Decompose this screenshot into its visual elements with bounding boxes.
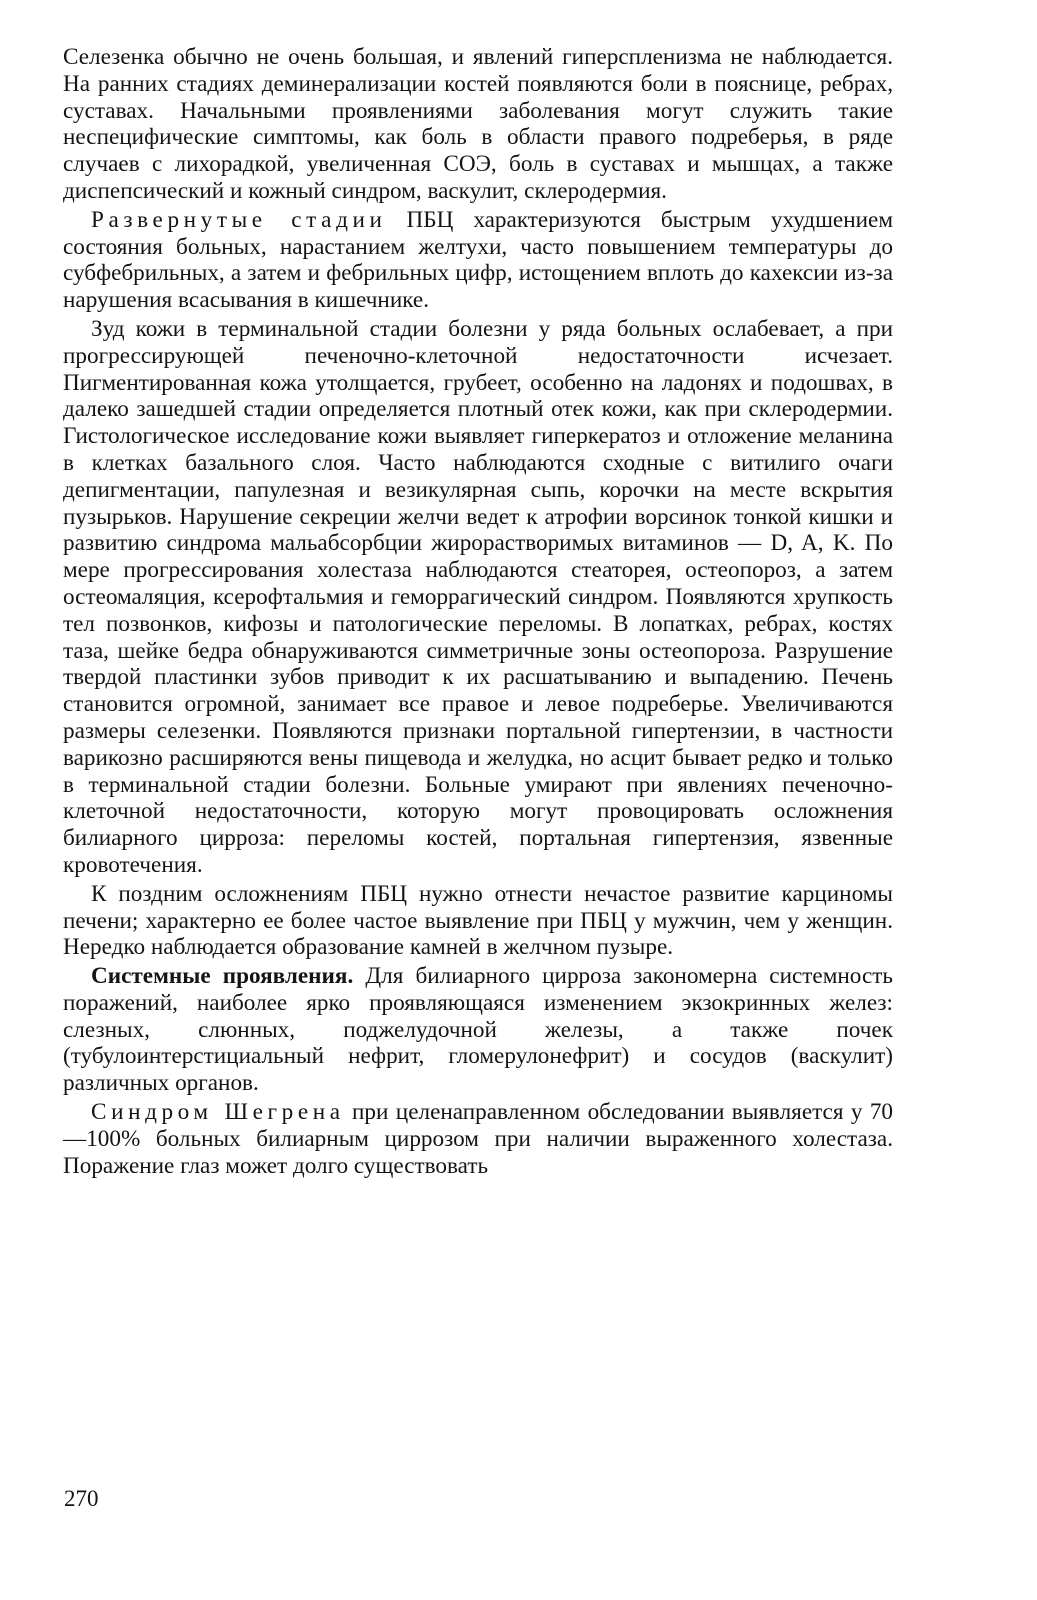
- paragraph-1: [63, 44, 893, 205]
- paragraph-5: [63, 963, 893, 1097]
- paragraph-5-text: Для билиарного цирроза закономерна системность поражений, наиболее ярко проявляющаяся изменением экзокринных желез: слезных, слюнных, поджелудочной железы, а также почек (тубулоинтерстициальный нефрит, гломерулонефрит) и сосудов (васкулит) различных органов.: [63, 963, 893, 1097]
- paragraph-6-text: при целенаправленном обследовании выявляется у 70—100% больных билиарным циррозом при наличии выраженного холестаза. Поражение глаз может долго существовать: [63, 1099, 894, 1179]
- paragraph-4-text: К поздним осложнениям ПБЦ нужно отнести нечастое развитие карциномы печени; характерно ее более частое выявление при ПБЦ у мужчин, чем у женщин. Нередко наблюдается образование камней в желчном пузыре.: [63, 880, 893, 961]
- paragraph-6: [63, 1099, 893, 1179]
- paragraph-2-lead: Развернутые стадии: [91, 206, 387, 233]
- page-number: 270: [64, 1486, 99, 1511]
- paragraph-3-text: Зуд кожи в терминальной стадии болезни у ряда больных ослабевает, а при прогрессирующей печеночно-клеточной недостаточности исчезает. Пигментированная кожа утолщается, грубеет, особенно на ладонях и подошвах, в далеко зашедшей стадии определяется плотный отек кожи, как при склеродермии. Гистологическое исследование кожи выявляет гиперкератоз и отложение меланина в клетках базального слоя. Часто наблюдаются сходные с витилиго очаги депигментации, папулезная и везикулярная сыпь, корочки на месте вскрытия пузырьков. Нарушение секреции желчи ведет к атрофии ворсинок тонкой кишки и развитию синдрома мальабсорбции жирорастворимых витаминов — D, A, K. По мере прогрессирования холестаза наблюдаются стеаторея, остеопороз, а затем остеомаляция, ксерофтальмия и геморрагический синдром. Появляются хрупкость тел позвонков, кифозы и патологические переломы. В лопатках, ребрах, костях таза, шейке бедра обнаруживаются симметричные зоны остеопороза. Разрушение твердой пластинки зубов приводит к их расшатыванию и выпадению. Печень становится огромной, занимает все правое и левое подреберье. Увеличиваются размеры селезенки. Появляются признаки портальной гипертензии, в частности варикозно расширяются вены пищевода и желудка, но асцит бывает редко и только в терминальной стадии болезни. Больные умирают при явлениях печеночно-клеточной недостаточности, которую могут провоцировать осложнения билиарного цирроза: переломы костей, портальная гипертензия, язвенные кровотечения.: [63, 315, 893, 878]
- paragraph-1-text: Селезенка обычно не очень большая, и явлений гиперспленизма не наблюдается. На ранних стадиях деминерализации костей появляются боли в пояснице, ребрах, суставах. Начальными проявлениями заболевания могут служить такие неспецифические симптомы, как боль в области правого подреберья, в ряде случаев с лихорадкой, увеличенная СОЭ, боль в суставах и мышцах, а также диспепсический и кожный синдром, васкулит, склеродермия.: [63, 44, 893, 204]
- paragraph-2-text: ПБЦ характеризуются быстрым ухудшением состояния больных, нарастанием желтухи, часто повышением температуры до субфебрильных, а затем и фебрильных цифр, истощением вплоть до кахексии из-за нарушения всасывания в кишечнике.: [63, 206, 893, 314]
- paragraph-2: [63, 207, 893, 314]
- paragraph-5-lead: Системные проявления.: [91, 963, 354, 990]
- paragraph-6-lead: Синдром Шегрена: [91, 1099, 345, 1126]
- paragraph-4: [63, 881, 893, 961]
- paragraph-3: [63, 316, 893, 879]
- page-body: [63, 44, 893, 1179]
